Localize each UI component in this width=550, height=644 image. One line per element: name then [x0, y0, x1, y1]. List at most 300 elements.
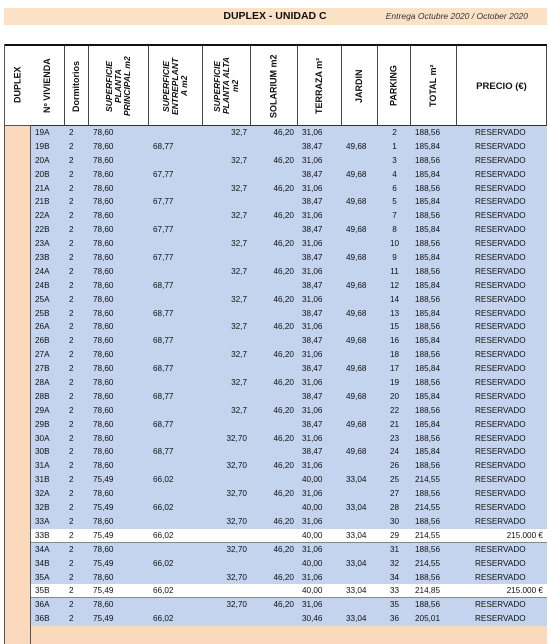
cell-principal: 75,49 [93, 558, 114, 568]
units-table [4, 44, 547, 644]
cell-terraza: 31,06 [302, 600, 323, 610]
table-row [31, 251, 547, 265]
cell-principal: 78,60 [93, 461, 114, 471]
cell-terraza: 38,47 [302, 364, 323, 374]
cell-vivienda: 21B [35, 197, 50, 207]
cell-principal: 75,49 [89, 529, 149, 543]
cell-principal: 78,60 [93, 322, 114, 332]
cell-principal: 78,60 [93, 391, 114, 401]
cell-terraza: 31,06 [302, 405, 323, 415]
cell-solarium: 46,20 [273, 183, 294, 193]
cell-total: 188,56 [415, 294, 441, 304]
cell-vivienda: 22B [35, 225, 50, 235]
cell-parking: 22 [389, 405, 400, 415]
cell-jardin: 33,04 [346, 503, 367, 513]
cell-parking: 17 [389, 364, 400, 374]
cell-terraza: 38,47 [302, 419, 323, 429]
cell-entreplanta: 68,77 [153, 141, 174, 151]
cell-alta [203, 612, 251, 626]
cell-dorm: 2 [69, 558, 74, 568]
cell-alta [203, 168, 251, 182]
cell-jardin [342, 348, 378, 362]
cell-dorm: 2 [69, 169, 74, 179]
cell-parking: 29 [378, 529, 411, 543]
cell-jardin [342, 404, 378, 418]
cell-parking: 27 [389, 489, 400, 499]
cell-entreplanta [149, 265, 203, 279]
cell-parking: 3 [392, 155, 397, 165]
table-row [31, 501, 547, 515]
cell-alta [203, 529, 251, 543]
cell-precio: RESERVADO [475, 294, 526, 304]
cell-entreplanta [149, 515, 203, 529]
cell-total: 185,84 [415, 308, 441, 318]
cell-vivienda: 27B [35, 364, 50, 374]
cell-solarium [251, 445, 298, 459]
column-header-label: PARKING [388, 65, 399, 107]
cell-alta: 32,70 [226, 516, 247, 526]
cell-jardin: 49,68 [346, 169, 367, 179]
cell-solarium: 46,20 [273, 294, 294, 304]
cell-solarium: 46,20 [273, 600, 294, 610]
cell-parking: 24 [389, 447, 400, 457]
table-row [31, 432, 547, 446]
cell-jardin [342, 487, 378, 501]
cell-vivienda: 25A [35, 294, 50, 304]
cell-alta: 32,7 [231, 211, 247, 221]
cell-alta [203, 223, 251, 237]
cell-total: 188,56 [415, 266, 441, 276]
cell-dorm: 2 [69, 350, 74, 360]
cell-alta [203, 557, 251, 571]
cell-total: 185,84 [415, 169, 441, 179]
cell-total: 188,56 [415, 572, 441, 582]
cell-parking: 11 [390, 266, 399, 276]
cell-entreplanta [149, 432, 203, 446]
cell-jardin [342, 459, 378, 473]
cell-precio: RESERVADO [475, 197, 526, 207]
cell-precio: RESERVADO [475, 475, 526, 485]
cell-total: 185,84 [415, 141, 441, 151]
cell-solarium [251, 584, 298, 598]
cell-solarium: 46,20 [273, 239, 294, 249]
cell-solarium: 46,20 [273, 544, 294, 554]
cell-vivienda: 19A [35, 128, 50, 137]
table-row [31, 334, 547, 348]
table-row [31, 209, 547, 223]
cell-terraza: 31,06 [302, 489, 323, 499]
cell-precio: RESERVADO [475, 516, 526, 526]
cell-dorm: 2 [69, 461, 74, 471]
cell-alta: 32,70 [226, 489, 247, 499]
cell-vivienda: 26B [35, 336, 50, 346]
cell-terraza: 38,47 [302, 253, 323, 263]
cell-dorm: 2 [69, 225, 74, 235]
cell-terraza: 31,06 [302, 211, 323, 221]
column-header-principal [89, 46, 149, 126]
cell-entreplanta [149, 126, 203, 140]
table-row [31, 348, 547, 362]
cell-terraza: 31,06 [302, 516, 323, 526]
cell-terraza: 31,06 [302, 294, 323, 304]
cell-alta: 32,70 [226, 572, 247, 582]
column-header-label: TOTAL m² [428, 64, 438, 108]
table-footer [31, 626, 547, 644]
cell-dorm: 2 [69, 239, 74, 249]
cell-total: 214,55 [415, 558, 441, 568]
cell-solarium [251, 140, 298, 154]
table-row [31, 362, 547, 376]
cell-principal: 75,49 [89, 584, 149, 598]
cell-dorm: 2 [69, 364, 74, 374]
cell-dorm: 2 [69, 516, 74, 526]
cell-vivienda: 36A [35, 600, 50, 610]
cell-principal: 78,60 [93, 419, 114, 429]
cell-total: 185,84 [415, 336, 441, 346]
cell-entreplanta [149, 209, 203, 223]
column-header-jardin [342, 46, 378, 126]
column-header-label: JARDIN [354, 69, 364, 103]
cell-terraza: 30,46 [302, 614, 323, 624]
cell-principal: 78,60 [93, 280, 114, 290]
cell-jardin: 33,04 [346, 614, 367, 624]
cell-total: 185,84 [415, 280, 441, 290]
cell-jardin [342, 237, 378, 251]
cell-alta: 32,70 [226, 461, 247, 471]
delivery-date: Entrega Octubre 2020 / October 2020 [385, 11, 528, 21]
cell-alta [203, 334, 251, 348]
cell-alta [203, 418, 251, 432]
cell-parking: 10 [389, 239, 400, 249]
cell-precio: RESERVADO [475, 141, 526, 151]
cell-parking: 13 [389, 308, 400, 318]
table-row [31, 126, 547, 140]
cell-terraza: 40,00 [302, 558, 323, 568]
cell-precio: RESERVADO [475, 211, 526, 221]
cell-terraza: 31,06 [302, 239, 323, 249]
cell-precio: RESERVADO [475, 364, 526, 374]
column-header-label: PRECIO (€) [476, 80, 527, 92]
cell-vivienda: 25B [35, 308, 50, 318]
cell-jardin: 49,68 [346, 364, 367, 374]
column-header-total [411, 46, 457, 126]
cell-entreplanta: 68,77 [153, 280, 174, 290]
cell-solarium: 46,20 [273, 405, 294, 415]
cell-principal: 78,60 [93, 294, 114, 304]
table-row [31, 612, 547, 626]
cell-vivienda: 35B [31, 584, 65, 598]
table-row [31, 459, 547, 473]
cell-dorm: 2 [69, 128, 74, 137]
cell-principal: 78,60 [93, 544, 114, 554]
cell-solarium [251, 362, 298, 376]
cell-alta [203, 362, 251, 376]
cell-terraza: 38,47 [302, 280, 323, 290]
cell-terraza: 38,47 [302, 141, 323, 151]
cell-principal: 78,60 [93, 364, 114, 374]
cell-jardin [342, 598, 378, 612]
cell-precio: 215.000 € [457, 529, 547, 543]
cell-precio: RESERVADO [475, 544, 526, 554]
column-header-vivienda [31, 46, 65, 126]
cell-entreplanta [149, 543, 203, 557]
cell-principal: 78,60 [93, 336, 114, 346]
cell-alta [203, 501, 251, 515]
cell-parking: 31 [389, 544, 400, 554]
cell-terraza: 38,47 [302, 225, 323, 235]
cell-jardin: 49,68 [346, 391, 367, 401]
cell-solarium: 46,20 [273, 433, 294, 443]
cell-precio: RESERVADO [475, 350, 526, 360]
cell-total: 188,56 [415, 183, 441, 193]
cell-parking: 2 [392, 128, 397, 137]
cell-parking: 35 [389, 600, 400, 610]
cell-principal: 75,49 [93, 503, 114, 513]
cell-principal: 78,60 [93, 516, 114, 526]
cell-total: 214,55 [415, 475, 441, 485]
cell-dorm: 2 [69, 294, 74, 304]
cell-alta [203, 307, 251, 321]
cell-alta: 32,70 [226, 433, 247, 443]
cell-parking: 12 [389, 280, 400, 290]
cell-precio: RESERVADO [475, 128, 526, 137]
cell-total: 188,56 [415, 155, 441, 165]
cell-solarium [251, 168, 298, 182]
table-header [31, 44, 547, 126]
table-row [31, 320, 547, 334]
table-row [31, 515, 547, 529]
cell-solarium [251, 612, 298, 626]
cell-entreplanta: 67,77 [153, 197, 174, 207]
cell-dorm: 2 [69, 614, 74, 624]
cell-total: 214,85 [411, 584, 457, 598]
cell-terraza: 31,06 [302, 183, 323, 193]
cell-total: 185,84 [415, 447, 441, 457]
cell-vivienda: 24B [35, 280, 50, 290]
cell-jardin: 33,04 [346, 475, 367, 485]
cell-vivienda: 26A [35, 322, 50, 332]
cell-entreplanta [149, 293, 203, 307]
cell-principal: 78,60 [93, 239, 114, 249]
table-row [31, 279, 547, 293]
cell-terraza: 31,06 [302, 322, 323, 332]
cell-precio: RESERVADO [475, 155, 526, 165]
cell-terraza: 38,47 [302, 308, 323, 318]
cell-dorm: 2 [69, 447, 74, 457]
cell-entreplanta: 68,77 [153, 419, 174, 429]
cell-solarium: 46,20 [273, 378, 294, 388]
cell-dorm: 2 [69, 253, 74, 263]
cell-precio: RESERVADO [475, 391, 526, 401]
column-header-label: SOLARIUM m2 [268, 54, 279, 118]
cell-parking: 28 [389, 503, 400, 513]
table-row [31, 404, 547, 418]
cell-precio: RESERVADO [475, 280, 526, 290]
cell-jardin: 33,04 [342, 584, 378, 598]
cell-entreplanta: 67,77 [153, 253, 174, 263]
cell-entreplanta: 67,77 [153, 169, 174, 179]
cell-parking: 14 [389, 294, 400, 304]
cell-alta: 32,7 [231, 128, 247, 137]
cell-terraza: 31,06 [302, 461, 323, 471]
cell-jardin: 49,68 [346, 447, 367, 457]
cell-total: 188,56 [415, 461, 441, 471]
table-row [31, 390, 547, 404]
cell-alta [203, 584, 251, 598]
cell-precio: RESERVADO [475, 572, 526, 582]
cell-solarium: 46,20 [273, 572, 294, 582]
cell-jardin [342, 126, 378, 140]
cell-solarium: 46,20 [273, 461, 294, 471]
cell-precio: RESERVADO [475, 489, 526, 499]
cell-dorm: 2 [69, 183, 74, 193]
cell-entreplanta [149, 182, 203, 196]
cell-alta [203, 195, 251, 209]
cell-entreplanta: 66,02 [153, 475, 174, 485]
cell-alta: 32,7 [231, 183, 247, 193]
cell-principal: 78,60 [93, 433, 114, 443]
cell-terraza: 40,00 [298, 529, 342, 543]
table-row [31, 445, 547, 459]
cell-entreplanta [149, 320, 203, 334]
cell-solarium [251, 557, 298, 571]
cell-vivienda: 23A [35, 239, 50, 249]
table-row [31, 182, 547, 196]
cell-jardin [342, 182, 378, 196]
cell-total: 188,56 [415, 489, 441, 499]
table-row [31, 140, 547, 154]
cell-vivienda: 32A [35, 489, 50, 499]
cell-terraza: 31,06 [302, 378, 323, 388]
cell-alta: 32,7 [231, 155, 247, 165]
cell-vivienda: 30A [35, 433, 50, 443]
cell-solarium [251, 390, 298, 404]
cell-solarium: 46,20 [273, 266, 294, 276]
cell-alta [203, 445, 251, 459]
cell-parking: 19 [389, 378, 400, 388]
cell-terraza: 31,06 [302, 544, 323, 554]
cell-solarium [251, 418, 298, 432]
cell-parking: 1 [392, 141, 397, 151]
cell-parking: 25 [389, 475, 400, 485]
cell-precio: RESERVADO [475, 405, 526, 415]
cell-vivienda: 29A [35, 405, 50, 415]
column-header-label: SUPERFICIE ENTREPLANT A m2 [161, 57, 189, 115]
cell-total: 185,84 [415, 364, 441, 374]
cell-total: 185,84 [415, 419, 441, 429]
cell-jardin: 49,68 [346, 308, 367, 318]
table-row [31, 154, 547, 168]
cell-vivienda: 20A [35, 155, 50, 165]
column-header-dorm [65, 46, 89, 126]
cell-vivienda: 36B [35, 614, 50, 624]
cell-vivienda: 24A [35, 266, 50, 276]
cell-solarium [251, 307, 298, 321]
cell-dorm: 2 [69, 336, 74, 346]
cell-parking: 34 [389, 572, 400, 582]
cell-total: 188,56 [415, 378, 441, 388]
table-row [31, 376, 547, 390]
cell-vivienda: 30B [35, 447, 50, 457]
cell-dorm: 2 [69, 322, 74, 332]
cell-principal: 75,49 [93, 475, 114, 485]
cell-solarium [251, 223, 298, 237]
cell-solarium [251, 501, 298, 515]
cell-entreplanta [149, 376, 203, 390]
cell-alta [203, 279, 251, 293]
column-header-terraza [298, 46, 342, 126]
cell-dorm: 2 [69, 544, 74, 554]
cell-jardin: 33,04 [342, 529, 378, 543]
column-header-entreplanta [149, 46, 203, 126]
cell-principal: 78,60 [93, 128, 114, 137]
table-row [31, 598, 547, 612]
cell-jardin [342, 320, 378, 334]
cell-alta [203, 251, 251, 265]
table-row [31, 557, 547, 571]
cell-alta: 32,70 [226, 600, 247, 610]
cell-terraza: 38,47 [302, 336, 323, 346]
cell-alta: 32,7 [231, 378, 247, 388]
cell-jardin [342, 265, 378, 279]
cell-solarium [251, 279, 298, 293]
cell-parking: 9 [392, 253, 397, 263]
column-header-label: Dormitorios [71, 60, 81, 112]
cell-jardin [342, 293, 378, 307]
column-header-label: SUPERFICIE PLANTA ALTA m2 [212, 57, 240, 115]
cell-entreplanta [149, 571, 203, 585]
cell-solarium: 46,20 [273, 350, 294, 360]
cell-dorm: 2 [69, 405, 74, 415]
cell-vivienda: 34B [35, 558, 50, 568]
cell-alta: 32,7 [231, 405, 247, 415]
column-header-precio [457, 46, 547, 126]
cell-dorm: 2 [69, 211, 74, 221]
cell-precio: RESERVADO [475, 322, 526, 332]
cell-vivienda: 22A [35, 211, 50, 221]
cell-vivienda: 31B [35, 475, 50, 485]
side-label-column [4, 44, 31, 644]
cell-parking: 16 [389, 336, 400, 346]
cell-solarium [251, 195, 298, 209]
cell-dorm: 2 [69, 572, 74, 582]
side-label: DUPLEX [12, 66, 23, 104]
cell-vivienda: 19B [35, 141, 50, 151]
table-row [31, 265, 547, 279]
cell-jardin [342, 432, 378, 446]
cell-entreplanta: 66,02 [153, 614, 174, 624]
cell-entreplanta: 67,77 [153, 225, 174, 235]
cell-precio: RESERVADO [475, 169, 526, 179]
cell-parking: 8 [392, 225, 397, 235]
table-row [31, 487, 547, 501]
cell-principal: 75,49 [93, 614, 114, 624]
cell-alta [203, 140, 251, 154]
cell-precio: RESERVADO [475, 600, 526, 610]
table-body [31, 126, 547, 626]
cell-principal: 78,60 [93, 225, 114, 235]
cell-dorm: 2 [69, 600, 74, 610]
cell-precio: RESERVADO [475, 239, 526, 249]
cell-vivienda: 28A [35, 378, 50, 388]
cell-total: 188,56 [415, 516, 441, 526]
cell-principal: 78,60 [93, 447, 114, 457]
cell-terraza: 38,47 [302, 169, 323, 179]
cell-terraza: 31,06 [302, 266, 323, 276]
cell-jardin: 49,68 [346, 141, 367, 151]
cell-principal: 78,60 [93, 350, 114, 360]
cell-entreplanta: 66,02 [149, 529, 203, 543]
